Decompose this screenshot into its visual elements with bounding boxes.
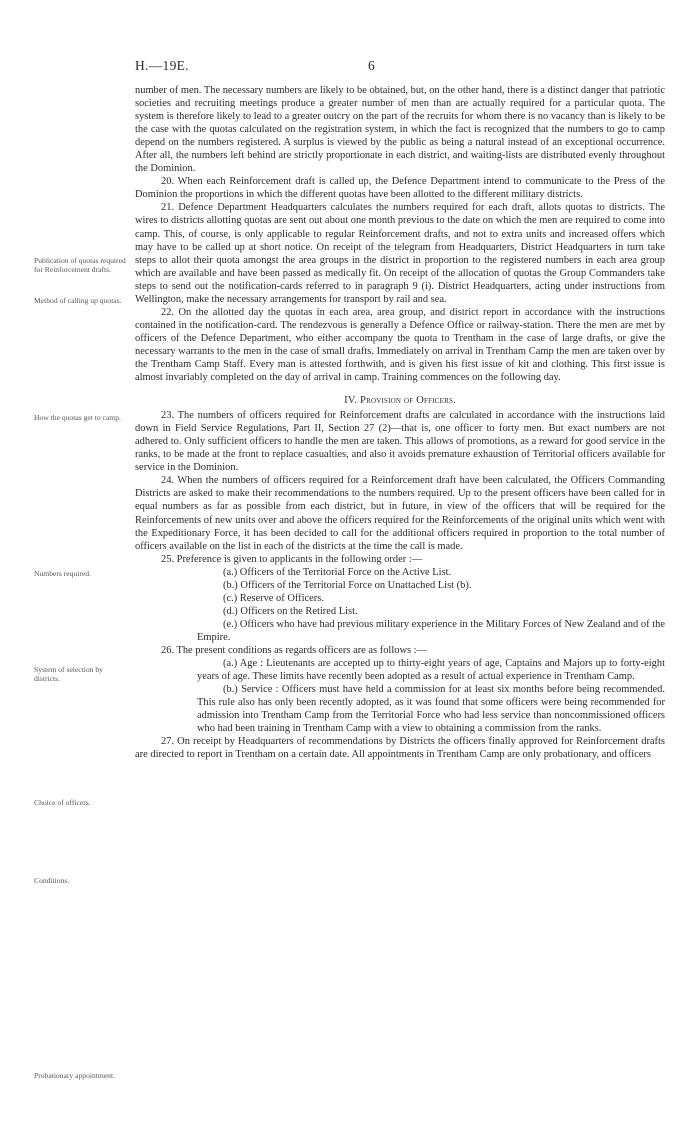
section-title: Provision of Officers. <box>360 395 456 407</box>
document-reference: H.—19E. <box>135 58 189 73</box>
paragraph-22: 22. On the allotted day the quotas in each area, area group, and district report in accordance with the instructions contained in the notification-card. The rendezvous is generally a Defence Office or railway-station. There the men are met by officers of the Defence Department, who either accompany the quota to Trentham in the case of large drafts, or give the necessary warrants to the men in the case of small drafts. Immediately on arrival in Trentham Camp the men are taken over by the Trentham Camp Staff. Every man is attested forthwith, and is given his first issue of kit and clothing. This first issue is almost invariably completed on the day of arrival in camp. Training commences on the following day. <box>135 306 665 384</box>
list-item: (e.) Officers who have had previous military experience in the Military Forces of New Zealand and of the Empire. <box>197 618 665 643</box>
margin-note-probationary: Probationary appointment. <box>34 1071 115 1080</box>
page-header <box>0 58 700 74</box>
list-item: (d.) Officers on the Retired List. <box>223 605 358 617</box>
section-heading <box>135 394 665 407</box>
paragraph-27: 27. On receipt by Headquarters of recommendations by Districts the officers finally approved for Reinforcement drafts are directed to report in Trentham on a certain date. All appointments in Trentham Camp are only probationary, and officers <box>135 736 665 761</box>
list-item: (b.) Service : Officers must have held a commission for at least six months before being recommended. This rule also has only been recently adopted, as it was found that some officers were being recommended for admission into Trentham Camp from the Territorial Force who had less service than noncommissioned officers who had been training in Trentham Camp with a view to obtaining a commission from the ranks. <box>197 684 665 735</box>
paragraph-26: 26. The present conditions as regards officers are as follows :— <box>161 644 427 656</box>
paragraph-24: 24. When the numbers of officers required for a Reinforcement draft have been calculated, the Officers Commanding Districts are asked to make their recommendations to the numbers required. Up to the present officers have been called for in equal numbers as far as possible from each district, but in future, in view of the officers that will be required for the Reinforcements of new units over and above the officers required for the Reinforcements of the original units which went with the Expeditionary Force, it has been decided to call for the additional officers required in proportion to the total number of officers available on the list in each of the districts at the time the call is made. <box>135 475 665 552</box>
paragraph-21: 21. Defence Department Headquarters calculates the numbers required for each draft, allots quotas to districts. The wires to districts allotting quotas are sent out about one month previous to the date on which the men are required to come into camp. This, of course, is only applicable to regular Reinforcement drafts, and not to extra units and increased offers which may have to be called up at short notice. On receipt of the telegram from Headquarters, District Headquarters in turn take steps to allot their quota amongst the area groups in the district in proportion to the registered numbers in each area group which are available and have been passed as medically fit. On receipt of the allocation of quotas the Group Commanders take steps to send out the notification-cards referred to in paragraph 9 (i). District Headquarters, acting under instructions from Wellington, make the necessary arrangements for transport by rail and sea. <box>135 202 665 305</box>
list-item: (c.) Reserve of Officers. <box>223 592 324 604</box>
paragraph-intro: number of men. The necessary numbers are likely to be obtained, but, on the other hand, there is a distinct danger that patriotic societies and recruiting meetings produce a greater number of men than are actually required for a particular quota. The system is therefore likely to lead to a greater outcry on the part of the recruits for whom there is no vacancy than is likely to be the case with the quotas calculated on the registration system, in which the fact is recognized that the numbers to go to camp depend on the numbers registered. A surplus is viewed by the public as being a natural instead of an exceptional occurrence. After all, the numbers left behind are strictly proportionate in each district, and waiting-lists are distributed evenly throughout the Dominion. <box>135 85 665 175</box>
list-item: (a.) Age : Lieutenants are accepted up to thirty-eight years of age, Captains and Majors up to forty-eight years of age. These limits have recently been adopted as a result of actual experience in Trentham Camp. <box>197 658 665 683</box>
margin-note-how-quotas: How the quotas get to camp. <box>34 413 121 422</box>
body-text <box>135 84 665 761</box>
margin-note-conditions: Conditions. <box>34 876 70 885</box>
margin-note-system-selection: System of selection by districts. <box>34 665 103 684</box>
paragraph-20: 20. When each Reinforcement draft is called up, the Defence Department intend to communicate to the Press of the Dominion the proportions in which the different quotas have been allotted to the different military districts. <box>135 176 665 201</box>
list-item: (b.) Officers of the Territorial Force on Unattached List (b). <box>223 579 472 591</box>
margin-note-method: Method of calling up quotas. <box>34 296 122 305</box>
paragraph-23: 23. The numbers of officers required for Reinforcement drafts are calculated in accordance with the instructions laid down in Field Service Regulations, Part II, Section 27 (2)—that is, one officer to forty men. But exact numbers are not adhered to. Only sufficient officers to handle the men are taken. This allows of promotions, as a reward for good service in the ranks, to be made at the front to replace casualties, and also it avoids premature exhaustion of Territorial officers available for service in the Dominion. <box>135 410 665 474</box>
list-item: (a.) Officers of the Territorial Force on the Active List. <box>223 566 452 578</box>
margin-note-choice-officers: Choice of officers. <box>34 798 91 807</box>
margin-note-numbers-required: Numbers required. <box>34 569 91 578</box>
page-number: 6 <box>368 58 375 73</box>
margin-note-publication: Publication of quotas required for Reinforcement drafts. <box>34 256 126 275</box>
paragraph-25: 25. Preference is given to applicants in the following order :— <box>161 553 423 565</box>
section-number: IV. <box>344 395 358 407</box>
